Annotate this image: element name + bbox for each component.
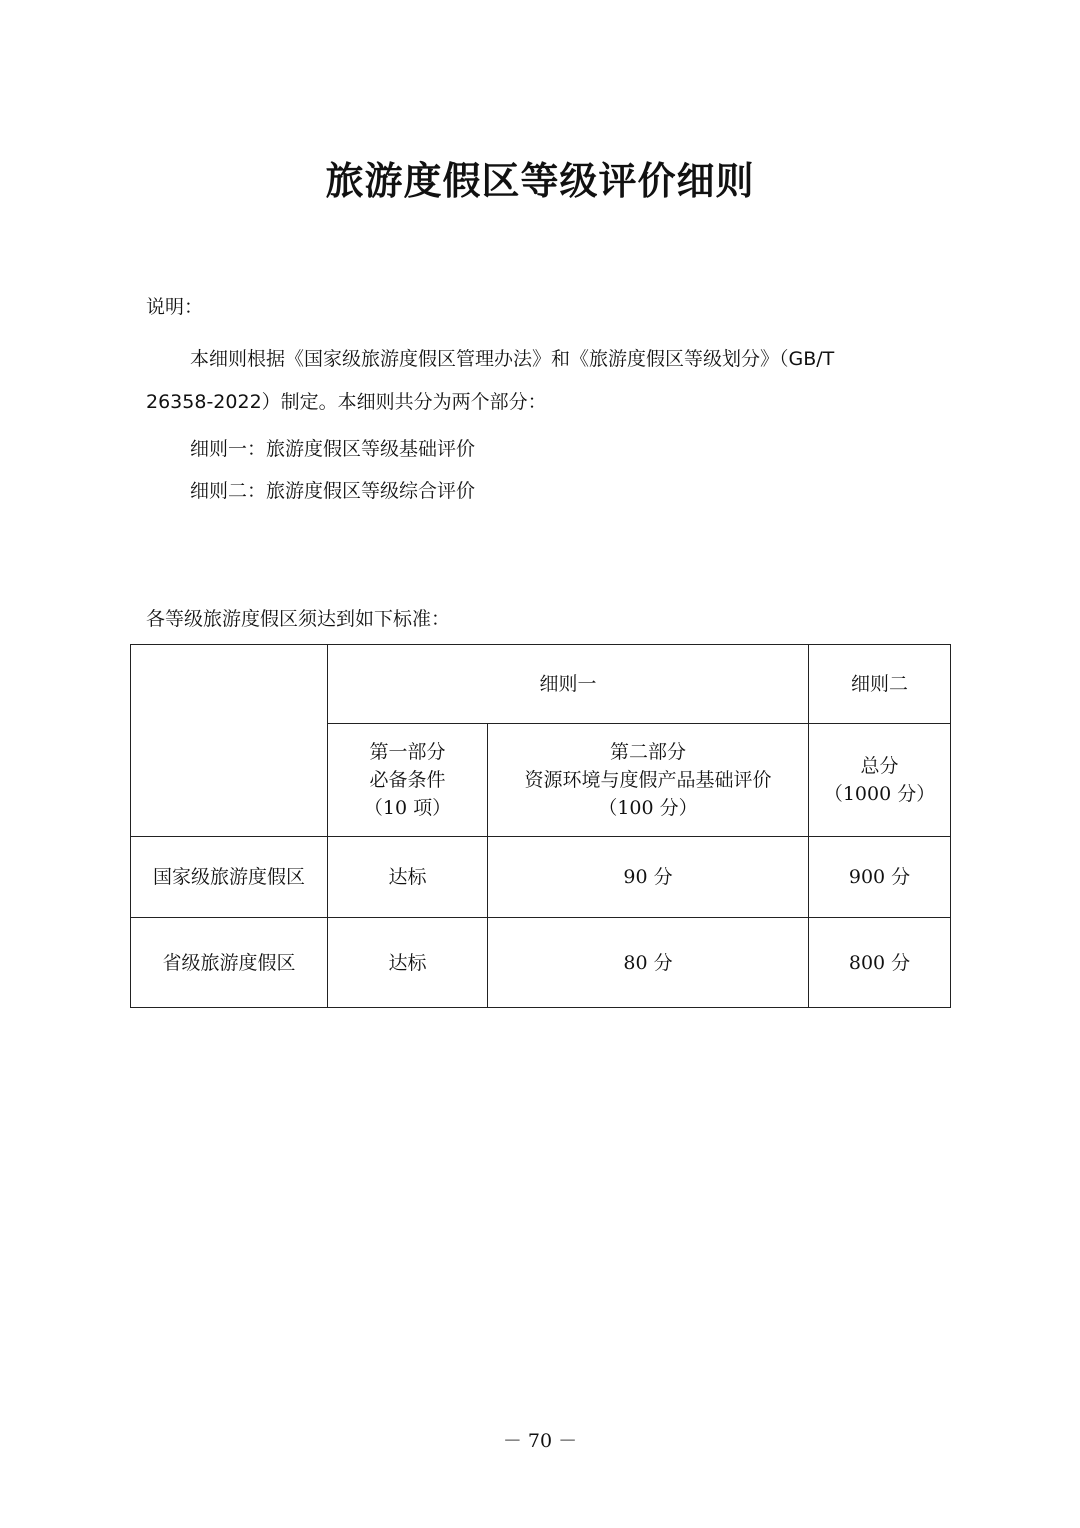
header-col-part1-line: （10 项） xyxy=(363,797,452,819)
table-header-row-1 xyxy=(131,645,951,724)
header-col-total-line: 总分 xyxy=(860,755,899,777)
header-col-part2 xyxy=(488,724,809,837)
table-row xyxy=(131,918,951,1008)
intro-paragraph-line-1: 本细则根据《国家级旅游度假区管理办法》和《旅游度假区等级划分》（GB/T xyxy=(190,348,835,370)
header-col-part2-line: 资源环境与度假产品基础评价 xyxy=(524,769,772,791)
row-name: 国家级旅游度假区 xyxy=(131,837,328,918)
intro-paragraph-line-2: 26358-2022）制定。本细则共分为两个部分： xyxy=(146,391,547,413)
row-total: 800 分 xyxy=(809,918,951,1008)
table-caption: 各等级旅游度假区须达到如下标准： xyxy=(146,608,451,630)
page-number: － 70 － xyxy=(502,1430,578,1452)
table-row xyxy=(131,837,951,918)
row-part2: 80 分 xyxy=(488,918,809,1008)
row-part1: 达标 xyxy=(328,918,488,1008)
header-col-part2-line: 第二部分 xyxy=(610,741,687,763)
row-total: 900 分 xyxy=(809,837,951,918)
header-col-part1-line: 必备条件 xyxy=(369,769,446,791)
table-corner-cell xyxy=(131,645,328,837)
header-col-part2-line: （100 分） xyxy=(598,797,698,819)
header-col-total xyxy=(809,724,951,837)
header-group-1: 细则一 xyxy=(328,645,809,724)
document-title: 旅游度假区等级评价细则 xyxy=(325,158,755,203)
header-col-part1 xyxy=(328,724,488,837)
header-col-total-line: （1000 分） xyxy=(823,783,936,805)
intro-item-2: 细则二：旅游度假区等级综合评价 xyxy=(190,480,476,502)
row-part2: 90 分 xyxy=(488,837,809,918)
header-col-part1-line: 第一部分 xyxy=(369,741,446,763)
intro-heading: 说明： xyxy=(146,296,204,318)
row-part1: 达标 xyxy=(328,837,488,918)
standards-table xyxy=(130,644,951,1008)
row-name: 省级旅游度假区 xyxy=(131,918,328,1008)
header-group-2: 细则二 xyxy=(809,645,951,724)
intro-item-1: 细则一：旅游度假区等级基础评价 xyxy=(190,438,476,460)
